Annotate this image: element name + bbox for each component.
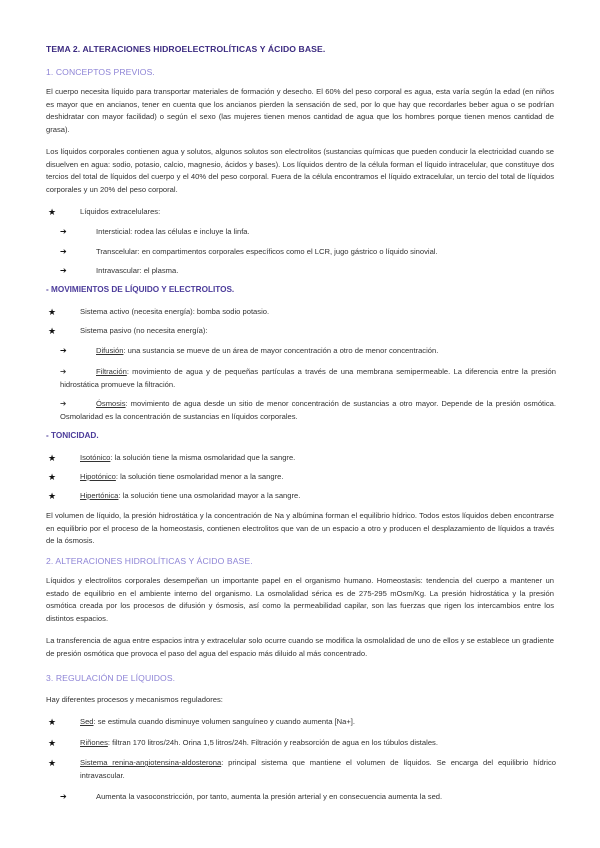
bullet-isotonico (80, 452, 556, 465)
paragraph-mecanismos: Hay diferentes procesos y mecanismos reguladores: (46, 695, 223, 704)
star-bullet-icon: ★ (48, 717, 57, 727)
isotonico-definition: : la solución tiene la misma osmolaridad que la sangre. (110, 453, 296, 462)
osmosis-definition: : movimiento de agua desde un sitio de menor concentración de sustancias a otro mayor. Depende de la presión osmótica. Osmolaridad es la concentración de sustancias en líquidos corporales. (60, 399, 556, 421)
sub-item-intravascular: Intravascular: el plasma. (96, 266, 179, 275)
arrow-icon: ➔ (60, 367, 67, 376)
paragraph-equilibrio-hidrico: El volumen de líquido, la presión hidrostática y la concentración de Na y albúmina forman el equilibrio hídrico. Todos estos líquidos deben encontrarse en equilibrio por el proceso de la homeostasis, contienen electrolitos que van de un espacio a otro y producen el desplazamiento de líquidos a través de la ósmosis. (46, 511, 554, 546)
difusion-definition: : una sustancia se mueve de un área de mayor concentración a otro de menor concentración. (123, 346, 439, 355)
star-bullet-icon: ★ (48, 207, 57, 217)
paragraph-liquidos-corporales: Los líquidos corporales contienen agua y solutos, algunos solutos son electrolitos (sustancias químicas que pueden conducir la electricidad cuando se disuelven en agua: sodio, potasio, calcio, magnesio, ácidos y bases). Los líquidos dentro de la célula forman el líquido intracelular, que constituye dos tercios del total de líquidos del cuerpo y el 40% del peso corporal. Fuera de la célula encontramos el líquido extracelular, un tercio del total de líquidos corporales y un 20% del peso corporal. (46, 147, 554, 194)
arrow-icon: ➔ (60, 399, 67, 408)
sub-item-osmosis (60, 398, 556, 423)
term-hipotonico: Hipotónico (80, 472, 116, 481)
star-bullet-icon: ★ (48, 491, 57, 501)
star-bullet-icon: ★ (48, 472, 57, 482)
term-filtracion: Filtración (96, 367, 127, 376)
paragraph-homeostasis: Líquidos y electrolitos corporales desempeñan un importante papel en el organismo humano. Homeostasis: tendencia del cuerpo a mantener un estado de equilibrio en el ambiente interno del organismo. La osmolalidad sérica es de 275-295 mOsm/Kg. La presión hidrostática y la presión osmótica creada por los procesos de difusión y ósmosis, así como la permeabilidad capilar, son las fuerzas que rigen los intercambios entre los distintos espacios. (46, 576, 554, 623)
arrow-icon: ➔ (60, 247, 67, 256)
sed-definition: : se estimula cuando disminuye volumen sanguíneo y cuando aumenta [Na+]. (93, 717, 356, 726)
section-heading-conceptos: 1. CONCEPTOS PREVIOS. (46, 67, 155, 77)
bullet-rinones (80, 737, 556, 750)
term-osmosis: Ósmosis (96, 399, 126, 408)
rinones-definition: : filtran 170 litros/24h. Orina 1,5 litros/24h. Filtración y reabsorción de agua en los túbulos distales. (107, 738, 438, 747)
star-bullet-icon: ★ (48, 738, 57, 748)
paragraph-transferencia-agua: La transferencia de agua entre espacios intra y extracelular solo ocurre cuando se modifica la osmolalidad de uno de ellos y se establece un gradiente de presión osmótica que provoca el paso del agua del espacio más diluido al más concentrado. (46, 636, 554, 658)
star-bullet-icon: ★ (48, 326, 57, 336)
term-difusion: Difusión (96, 346, 124, 355)
sub-item-intersticial: Intersticial: rodea las células e incluye la linfa. (96, 227, 250, 236)
arrow-icon: ➔ (60, 227, 67, 236)
bullet-sed (80, 716, 556, 729)
section-heading-movimientos: - MOVIMIENTOS DE LÍQUIDO Y ELECTROLITOS. (46, 285, 235, 294)
arrow-icon: ➔ (60, 266, 67, 275)
term-sed: Sed (80, 717, 94, 726)
sub-item-filtracion (60, 366, 556, 391)
term-hipertonica: Hipertónica (80, 491, 119, 500)
raa-definition: : principal sistema que mantiene el volumen de líquidos. Se encarga del equilibrio hídrico intravascular. (80, 758, 556, 780)
bullet-sistema-raa (80, 757, 556, 782)
section-heading-tonicidad: - TONICIDAD. (46, 431, 99, 440)
section-heading-regulacion: 3. REGULACIÓN DE LÍQUIDOS. (46, 673, 176, 683)
arrow-icon: ➔ (60, 792, 67, 801)
star-bullet-icon: ★ (48, 453, 57, 463)
bullet-hipertonica (80, 490, 556, 503)
arrow-icon: ➔ (60, 346, 67, 355)
bullet-sistema-pasivo: Sistema pasivo (no necesita energía): (80, 326, 208, 335)
term-rinones: Riñones (80, 738, 108, 747)
star-bullet-icon: ★ (48, 758, 57, 768)
star-bullet-icon: ★ (48, 307, 57, 317)
bullet-sistema-activo: Sistema activo (necesita energía): bomba sodio potasio. (80, 307, 270, 316)
sub-item-transcelular: Transcelular: en compartimentos corporales específicos como el LCR, jugo gástrico o líquido sinovial. (96, 247, 438, 256)
sub-item-difusion (96, 345, 556, 358)
bullet-liquidos-extracelulares: Líquidos extracelulares: (80, 207, 161, 216)
term-renina-angiotensina: Sistema renina-angiotensina-aldosterona (80, 758, 222, 767)
section-heading-alteraciones: 2. ALTERACIONES HIDROLÍTICAS Y ÁCIDO BASE. (46, 556, 253, 566)
sub-item-vasoconstriccion: Aumenta la vasoconstricción, por tanto, aumenta la presión arterial y en consecuencia aumenta la sed. (96, 792, 443, 801)
hipotonico-definition: : la solución tiene osmolaridad menor a la sangre. (115, 472, 284, 481)
document-title: TEMA 2. ALTERACIONES HIDROELECTROLÍTICAS Y ÁCIDO BASE. (46, 44, 326, 54)
paragraph-agua-corporal: El cuerpo necesita líquido para transportar materiales de formación y desecho. El 60% del peso corporal es agua, esta varía según la edad (en niños es mayor que en ancianos, tener en cuenta que los ancianos pierden la sensación de sed, por lo que hay que recordarles beber agua o se podrían deshidratar con mayor facilidad) o según el sexo (las mujeres tienen menos cantidad de agua que los hombres porque tienen menos cantidad de grasa). (46, 87, 554, 134)
bullet-hipotonico (80, 471, 556, 484)
hipertonica-definition: : la solución tiene una osmolaridad mayor a la sangre. (118, 491, 301, 500)
filtracion-definition: : movimiento de agua y de pequeñas partículas a través de una membrana semipermeable. La diferencia entre la presión hidrostática promueve la filtración. (60, 367, 556, 389)
term-isotonico: Isotónico (80, 453, 111, 462)
